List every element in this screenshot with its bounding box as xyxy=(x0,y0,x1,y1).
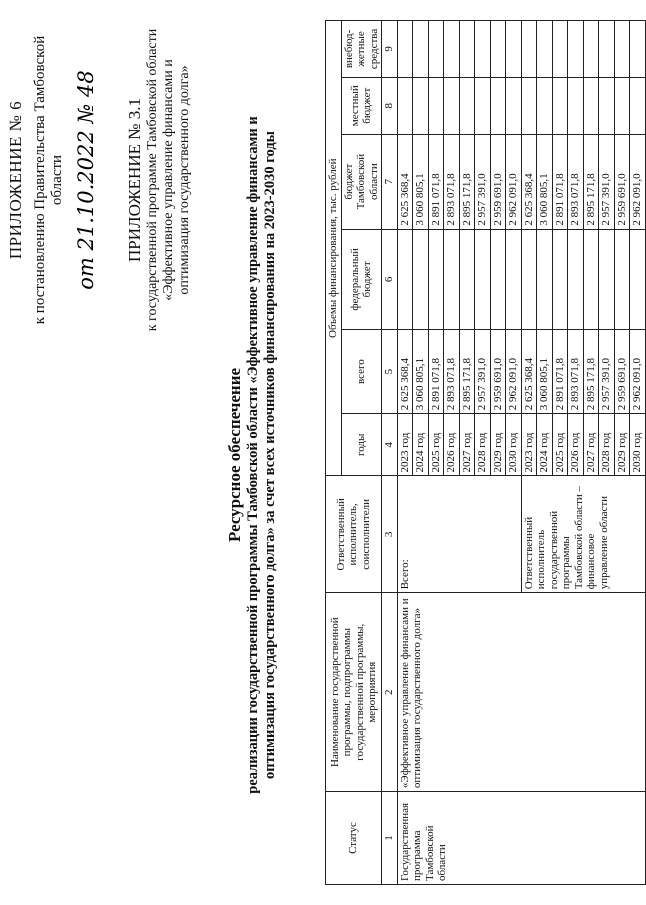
appendix-6-title: ПРИЛОЖЕНИЕ № 6 xyxy=(6,100,25,260)
header-years: годы xyxy=(341,414,382,476)
header-volumes: Объемы финансирования, тыс. рублей xyxy=(326,21,342,476)
executor-cell: Ответственный исполнитель государственной программы Тамбовской области – финансовое управление области xyxy=(521,476,645,593)
offbudget-cell xyxy=(490,21,506,78)
local-cell xyxy=(599,77,615,134)
regional-cell: 3 060 805,1 xyxy=(413,134,429,229)
total-cell: 2 895 171,8 xyxy=(459,330,475,414)
appendix-3-1-title: ПРИЛОЖЕНИЕ № 3.1 xyxy=(125,98,144,262)
year-cell: 2025 год xyxy=(552,414,568,476)
local-cell xyxy=(537,77,553,134)
year-cell: 2029 год xyxy=(490,414,506,476)
local-cell xyxy=(428,77,444,134)
local-cell xyxy=(552,77,568,134)
handwritten-date-number: от 21.10.2022 № 48 xyxy=(74,70,98,290)
federal-cell xyxy=(537,229,553,329)
total-cell: 2 893 071,8 xyxy=(568,330,584,414)
total-cell: 2 959 691,0 xyxy=(614,330,630,414)
year-cell: 2023 год xyxy=(397,414,413,476)
local-cell xyxy=(444,77,460,134)
header-executor: Ответственный исполнитель, соисполнители xyxy=(326,476,382,593)
local-cell xyxy=(475,77,491,134)
local-cell xyxy=(614,77,630,134)
regional-cell: 2 895 171,8 xyxy=(583,134,599,229)
total-cell: 2 891 071,8 xyxy=(428,330,444,414)
year-cell: 2024 год xyxy=(537,414,553,476)
regional-cell: 3 060 805,1 xyxy=(537,134,553,229)
total-cell: 2 895 171,8 xyxy=(583,330,599,414)
year-cell: 2025 год xyxy=(428,414,444,476)
federal-cell xyxy=(428,229,444,329)
column-number: 6 xyxy=(382,229,398,329)
column-number: 1 xyxy=(382,792,398,885)
table-body xyxy=(397,21,645,885)
total-cell: 3 060 805,1 xyxy=(413,330,429,414)
offbudget-cell xyxy=(459,21,475,78)
regional-cell: 2 625 368,4 xyxy=(397,134,413,229)
appendix-3-1-line: оптимизация государственного долга» xyxy=(177,65,192,295)
offbudget-cell xyxy=(475,21,491,78)
total-cell: 2 962 091,0 xyxy=(630,330,646,414)
appendix-3-1-block xyxy=(125,25,193,335)
local-cell xyxy=(506,77,522,134)
local-cell xyxy=(630,77,646,134)
offbudget-cell xyxy=(537,21,553,78)
year-cell: 2028 год xyxy=(475,414,491,476)
federal-cell xyxy=(413,229,429,329)
offbudget-cell xyxy=(428,21,444,78)
regional-cell: 2 957 391,0 xyxy=(475,134,491,229)
column-number: 8 xyxy=(382,77,398,134)
header-local: местный бюджет xyxy=(341,77,382,134)
regional-cell: 2 625 368,4 xyxy=(521,134,537,229)
regional-cell: 2 893 071,8 xyxy=(568,134,584,229)
total-cell: 2 625 368,4 xyxy=(521,330,537,414)
local-cell xyxy=(413,77,429,134)
regional-cell: 2 959 691,0 xyxy=(614,134,630,229)
appendix-3-1-line: к государственной программе Тамбовской области xyxy=(145,28,160,332)
regional-cell: 2 959 691,0 xyxy=(490,134,506,229)
header-name: Наименование государственной программы, подпрограммы государственной программы, мероприятия xyxy=(326,593,382,792)
federal-cell xyxy=(630,229,646,329)
year-cell: 2023 год xyxy=(521,414,537,476)
header-total: всего xyxy=(341,330,382,414)
regional-cell: 2 893 071,8 xyxy=(444,134,460,229)
appendix-3-1-line: «Эффективное управление финансами и xyxy=(161,59,176,301)
federal-cell xyxy=(506,229,522,329)
header-federal: федеральный бюджет xyxy=(341,229,382,329)
regional-cell: 2 962 091,0 xyxy=(506,134,522,229)
local-cell xyxy=(397,77,413,134)
federal-cell xyxy=(552,229,568,329)
column-number: 7 xyxy=(382,134,398,229)
appendix-6-block xyxy=(6,15,98,345)
header-status: Статус xyxy=(326,792,382,885)
federal-cell xyxy=(583,229,599,329)
year-cell: 2026 год xyxy=(444,414,460,476)
regional-cell: 2 957 391,0 xyxy=(599,134,615,229)
year-cell: 2026 год xyxy=(568,414,584,476)
year-cell: 2030 год xyxy=(630,414,646,476)
local-cell xyxy=(459,77,475,134)
column-number: 3 xyxy=(382,476,398,593)
offbudget-cell xyxy=(444,21,460,78)
total-cell: 2 957 391,0 xyxy=(599,330,615,414)
offbudget-cell xyxy=(397,21,413,78)
regional-cell: 2 962 091,0 xyxy=(630,134,646,229)
total-cell: 2 962 091,0 xyxy=(506,330,522,414)
offbudget-cell xyxy=(599,21,615,78)
federal-cell xyxy=(599,229,615,329)
offbudget-cell xyxy=(568,21,584,78)
year-cell: 2024 год xyxy=(413,414,429,476)
federal-cell xyxy=(568,229,584,329)
federal-cell xyxy=(521,229,537,329)
year-cell: 2029 год xyxy=(614,414,630,476)
column-number: 9 xyxy=(382,21,398,78)
regional-cell: 2 891 071,8 xyxy=(428,134,444,229)
local-cell xyxy=(521,77,537,134)
header-regional: бюджет Тамбовской области xyxy=(341,134,382,229)
column-number: 4 xyxy=(382,414,398,476)
executor-cell: Всего: xyxy=(397,476,521,593)
program-name-cell: «Эффективное управление финансами и оптимизация государственного долга» xyxy=(397,593,645,792)
year-cell: 2027 год xyxy=(583,414,599,476)
local-cell xyxy=(490,77,506,134)
offbudget-cell xyxy=(413,21,429,78)
total-cell: 2 625 368,4 xyxy=(397,330,413,414)
document-heading xyxy=(225,95,279,815)
total-cell: 3 060 805,1 xyxy=(537,330,553,414)
local-cell xyxy=(583,77,599,134)
heading-subtitle-line: оптимизация государственного долга» за счет всех источников финансирования на 2023-2030 годы xyxy=(262,131,278,779)
regional-cell: 2 895 171,8 xyxy=(459,134,475,229)
year-cell: 2028 год xyxy=(599,414,615,476)
total-cell: 2 893 071,8 xyxy=(444,330,460,414)
federal-cell xyxy=(444,229,460,329)
appendix-6-decree-line: к постановлению Правительства Тамбовской области xyxy=(32,35,65,325)
offbudget-cell xyxy=(552,21,568,78)
column-number: 2 xyxy=(382,593,398,792)
heading-title: Ресурсное обеспечение xyxy=(225,367,244,543)
federal-cell xyxy=(614,229,630,329)
federal-cell xyxy=(459,229,475,329)
federal-cell xyxy=(475,229,491,329)
table-row xyxy=(397,21,413,885)
offbudget-cell xyxy=(583,21,599,78)
column-number: 5 xyxy=(382,330,398,414)
offbudget-cell xyxy=(506,21,522,78)
regional-cell: 2 891 071,8 xyxy=(552,134,568,229)
total-cell: 2 959 691,0 xyxy=(490,330,506,414)
federal-cell xyxy=(490,229,506,329)
header-offbudget: внебюд-жетные средства xyxy=(341,21,382,78)
offbudget-cell xyxy=(521,21,537,78)
offbudget-cell xyxy=(630,21,646,78)
status-cell: Государственная программа Тамбовской области xyxy=(397,792,645,885)
local-cell xyxy=(568,77,584,134)
offbudget-cell xyxy=(614,21,630,78)
federal-cell xyxy=(397,229,413,329)
resource-table xyxy=(325,20,646,885)
heading-subtitle-line: реализации государственной программы Тамбовской области «Эффективное управление финансами и xyxy=(245,116,261,794)
total-cell: 2 957 391,0 xyxy=(475,330,491,414)
year-cell: 2030 год xyxy=(506,414,522,476)
total-cell: 2 891 071,8 xyxy=(552,330,568,414)
year-cell: 2027 год xyxy=(459,414,475,476)
